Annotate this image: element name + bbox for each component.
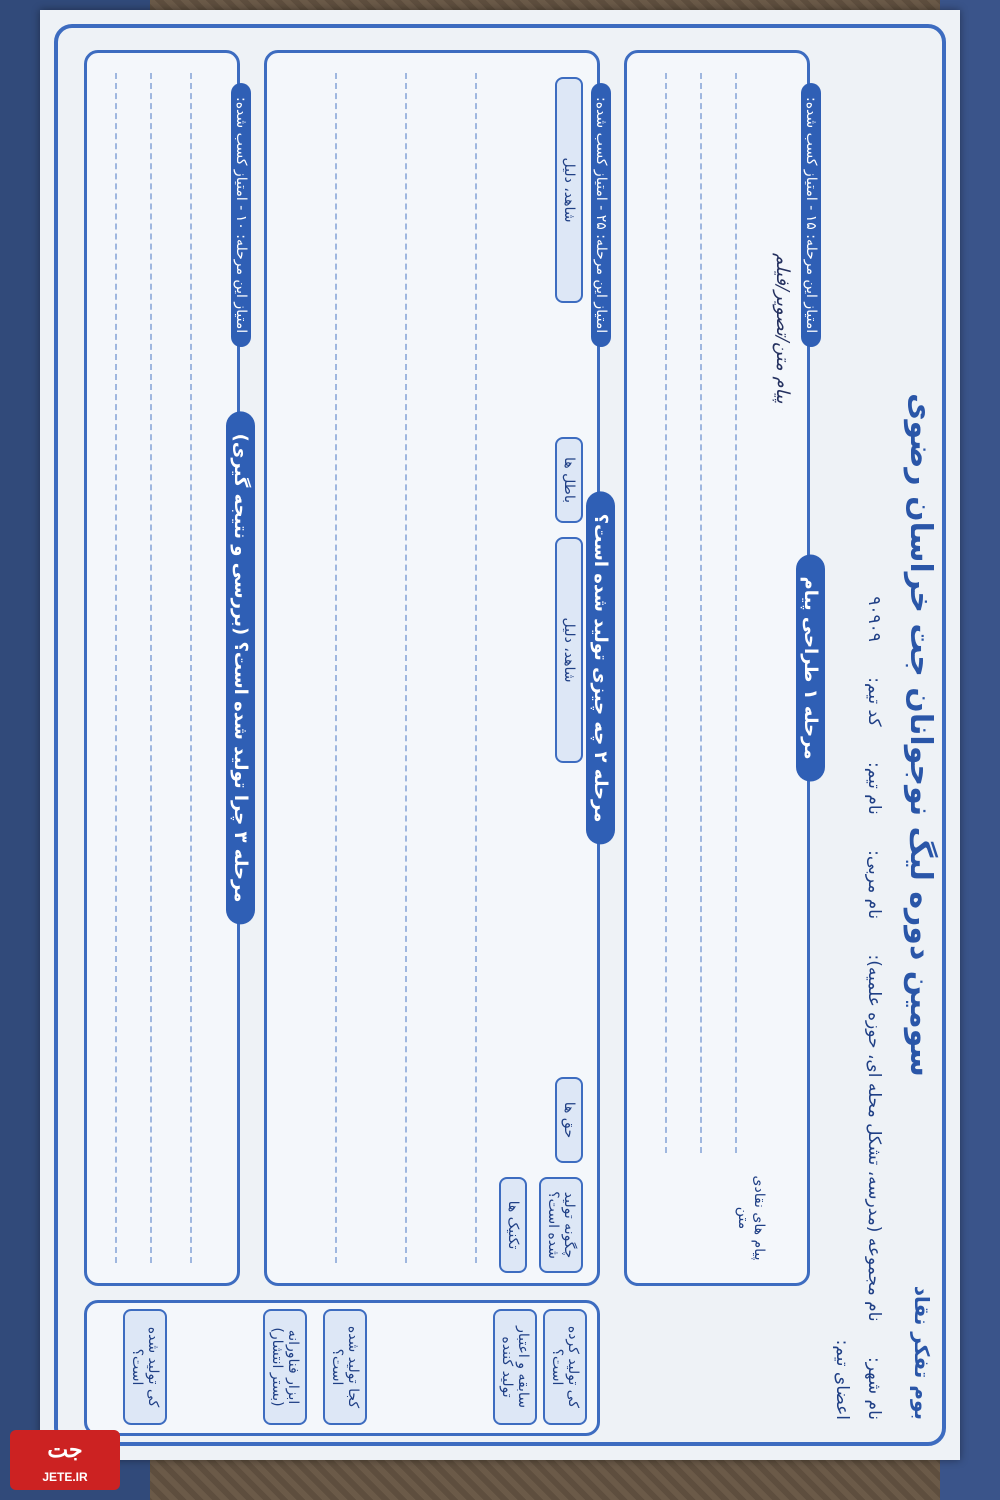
members-label: اعضای تیم: (832, 1339, 852, 1420)
group-label: نام مجموعه (مدرسه، تشکل محله ای، حوزه علمیه): (864, 954, 884, 1322)
stage1-line (665, 73, 667, 1153)
logo-text: جت (47, 1437, 83, 1462)
team-code-label: کد تیم: (864, 677, 884, 727)
col-techniques: تکنیک ها (499, 1177, 527, 1273)
stage2-box (264, 50, 611, 1286)
stage3-box (84, 50, 251, 1286)
where-head: کجا تولید شده است؟ (323, 1309, 367, 1425)
left-panel (84, 1300, 600, 1436)
stage2-line (405, 73, 407, 1263)
stage3-line (115, 73, 117, 1263)
col-how: چگونه تولید شده است؟ (539, 1177, 583, 1273)
stage1-head: مرحله ۱ طراحی پیام (796, 555, 825, 782)
stage1-score: امتیاز این مرحله: ۱۵ - امتیاز کسب شده: (801, 83, 821, 347)
team-name-label: نام تیم: (864, 761, 884, 815)
stage1-box (624, 50, 821, 1286)
coach-label: نام مربی: (864, 850, 884, 920)
logo-url: JETE.IR (42, 1470, 88, 1484)
form-title: سومین دوره لیگ نوجوانان جت خراسان رضوی (903, 393, 938, 1077)
stage1-row-label: پیام های نقادی متن (735, 1175, 767, 1261)
team-info (826, 50, 890, 1420)
form-paper (40, 10, 960, 1460)
col-false: باطل ها (555, 437, 583, 523)
when-head: کی تولید شده است؟ (123, 1309, 167, 1425)
form-sheet (40, 10, 960, 1460)
col-true: حق ها (555, 1077, 583, 1163)
stage1-line (700, 73, 702, 1153)
stage1-msg-type: پیام متن/تصویر/فیلم (772, 253, 793, 404)
stage2-line (335, 73, 337, 1263)
background-head: سابقه و اعتبار تولید کننده (493, 1309, 537, 1425)
who-head: کی تولید کرده است؟ (543, 1309, 587, 1425)
team-code: ۹۰۹۰۹ (864, 596, 884, 642)
form-type: بوم تفکر نقاد (910, 1285, 934, 1420)
city-label: نام شهر: (864, 1356, 884, 1420)
stage1-line (735, 73, 737, 1153)
stage3-score: امتیاز این مرحله: ۱۰ - امتیاز کسب شده: (231, 83, 251, 347)
stage2-head: مرحله ۲ چه چیزی تولید شده است؟ (586, 492, 615, 845)
col-evidence-2: شاهد، دلیل (555, 77, 583, 303)
tools-head: ابزار فناورانه (بستر انتشار) (263, 1309, 307, 1425)
site-logo (10, 1430, 120, 1490)
col-evidence-1: شاهد، دلیل (555, 537, 583, 763)
stage3-line (190, 73, 192, 1263)
stage3-line (150, 73, 152, 1263)
stage2-score: امتیاز این مرحله: ۲۵ - امتیاز کسب شده: (591, 83, 611, 347)
stage2-line (475, 73, 477, 1263)
stage3-head: مرحله ۳ چرا تولید شده است؟ (بررسی و نتیجه گیری) (226, 412, 255, 925)
